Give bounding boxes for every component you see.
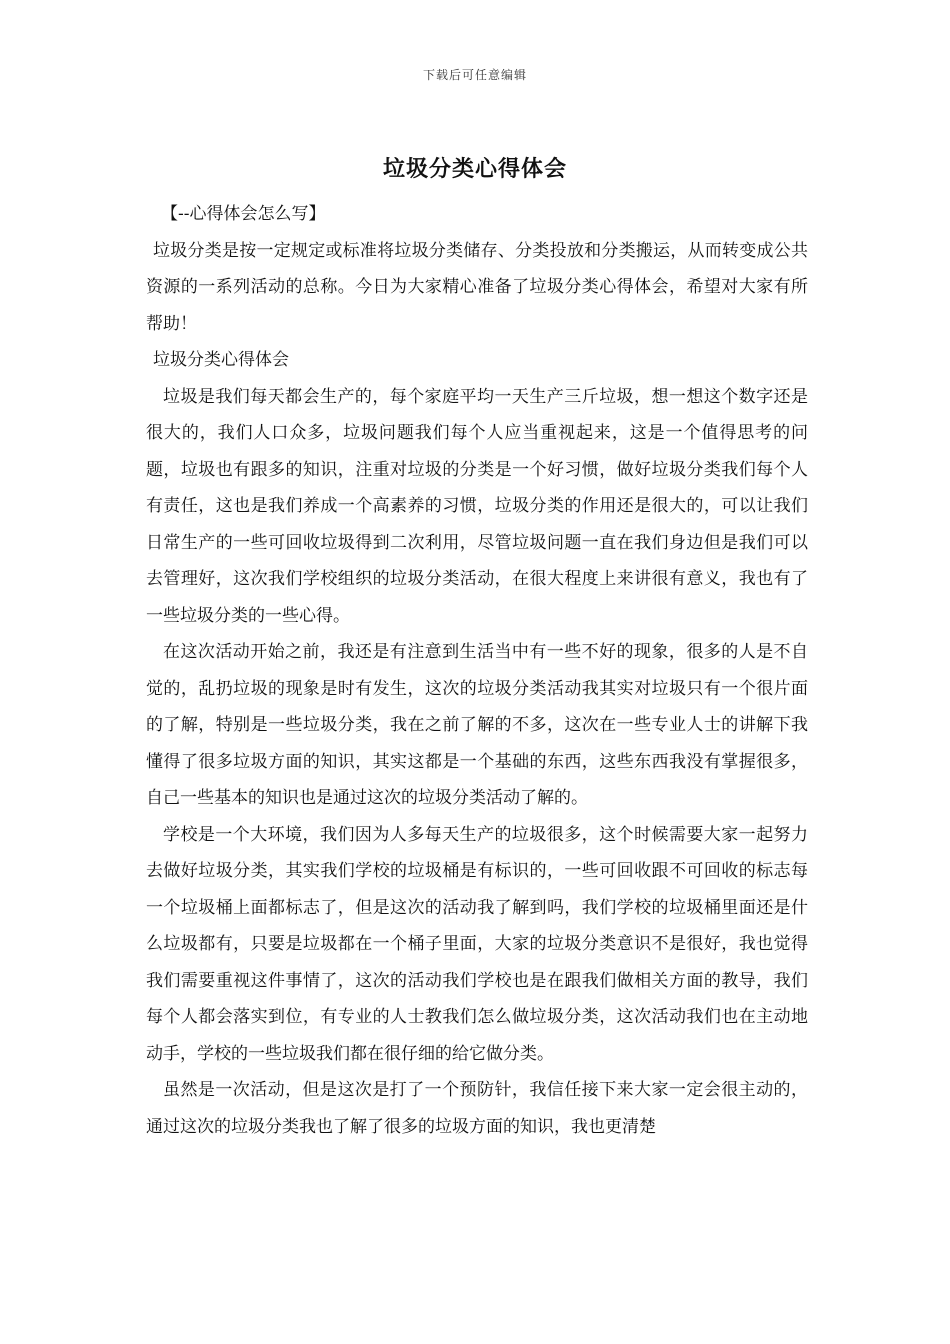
intro-paragraph: 垃圾分类是按一定规定或标准将垃圾分类储存、分类投放和分类搬运，从而转变成公共资源的一系列活动的总称。今日为大家精心准备了垃圾分类心得体会，希望对大家有所帮助！ bbox=[146, 240, 808, 334]
document-title: 垃圾分类心得体会 bbox=[382, 156, 567, 182]
section-subtitle: 垃圾分类心得体会 bbox=[153, 350, 289, 370]
document-body bbox=[146, 196, 808, 1145]
body-paragraph-1: 垃圾是我们每天都会生产的，每个家庭平均一天生产三斤垃圾，想一想这个数字还是很大的，我们人口众多，垃圾问题我们每个人应当重视起来，这是一个值得思考的问题，垃圾也有跟多的知识，注重对垃圾的分类是一个好习惯，做好垃圾分类我们每个人有责任，这也是我们养成一个高素养的习惯，垃圾分类的作用还是很大的，可以让我们日常生产的一些可回收垃圾得到二次利用，尽管垃圾问题一直在我们身边但是我们可以去管理好，这次我们学校组织的垃圾分类活动，在很大程度上来讲很有意义，我也有了一些垃圾分类的一些心得。 bbox=[146, 386, 808, 626]
body-paragraph-3: 学校是一个大环境，我们因为人多每天生产的垃圾很多，这个时候需要大家一起努力去做好垃圾分类，其实我们学校的垃圾桶是有标识的，一些可回收跟不可回收的标志每一个垃圾桶上面都标志了，但是这次的活动我了解到吗，我们学校的垃圾桶里面还是什么垃圾都有，只要是垃圾都在一个桶子里面，大家的垃圾分类意识不是很好，我也觉得我们需要重视这件事情了，这次的活动我们学校也是在跟我们做相关方面的教导，我们每个人都会落实到位，有专业的人士教我们怎么做垃圾分类，这次活动我们也在主动地动手，学校的一些垃圾我们都在很仔细的给它做分类。 bbox=[146, 824, 808, 1064]
body-paragraph-2: 在这次活动开始之前，我还是有注意到生活当中有一些不好的现象，很多的人是不自觉的，乱扔垃圾的现象是时有发生，这次的垃圾分类活动我其实对垃圾只有一个很片面的了解，特别是一些垃圾分类，我在之前了解的不多，这次在一些专业人士的讲解下我懂得了很多垃圾方面的知识，其实这都是一个基础的东西，这些东西我没有掌握很多，自己一些基本的知识也是通过这次的垃圾分类活动了解的。 bbox=[146, 642, 808, 808]
header-note: 下载后可任意编辑 bbox=[422, 68, 527, 82]
body-paragraph-4: 虽然是一次活动，但是这次是打了一个预防针，我信任接下来大家一定会很主动的，通过这次的垃圾分类我也了解了很多的垃圾方面的知识，我也更清楚 bbox=[146, 1080, 808, 1137]
tag-line: 【--心得体会怎么写】 bbox=[161, 204, 326, 224]
